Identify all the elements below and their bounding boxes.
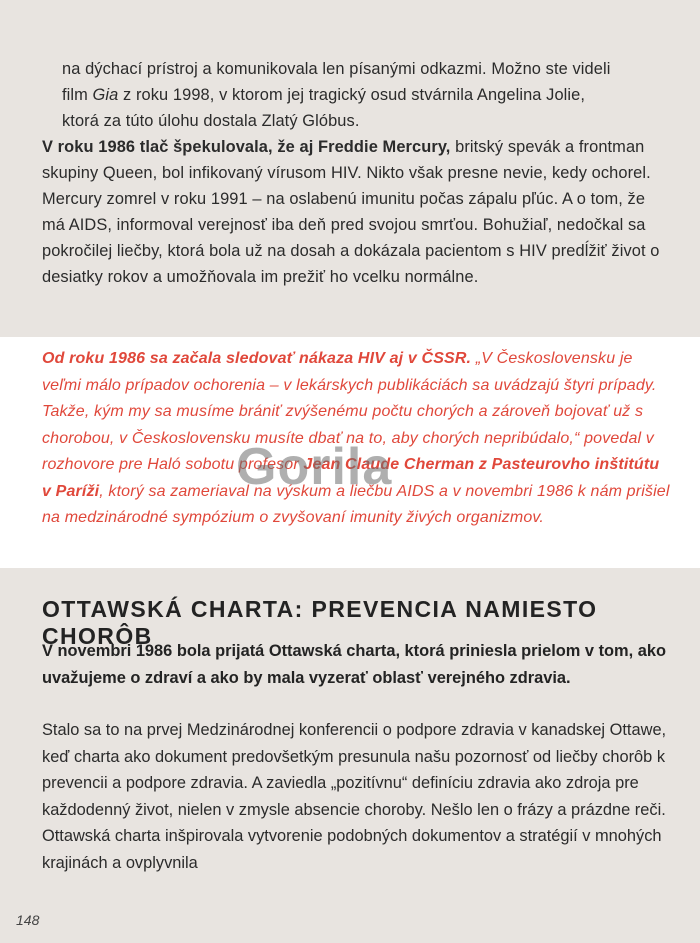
text-line: ktorá za túto úlohu dostala Zlatý Glóbus.	[62, 112, 360, 130]
text-span: film	[62, 86, 93, 104]
quote-text: „V Československu je veľmi málo prípadov ochorenia – v lekárskych publikáciách sa uvádzajú štyri prípady. Takže, kým my sa musíme brániť zvýšenému počtu chorých a zároveň bojovať už s chorobou, v Československu musíte dbať na to, aby chorých nepribúdalo,“ povedal v rozhovore pre Haló sobotu profesor	[42, 350, 657, 473]
text-line: na dýchací prístroj a komunikovala len písanými odkazmi. Možno ste videli	[62, 60, 611, 78]
section-lead: V novembri 1986 bola prijatá Ottawská charta, ktorá priniesla prielom v tom, ako uvažujeme o zdraví a ako by mala vyzerať oblasť verejného zdravia.	[42, 642, 666, 687]
text-span: z roku 1998, v ktorom jej tragický osud stvárnila Angelina Jolie,	[118, 86, 586, 104]
page-number: 148	[16, 912, 40, 928]
quote-lead: Od roku 1986 sa začala sledovať nákaza HIV aj v ČSSR.	[42, 350, 472, 367]
film-line	[0, 82, 700, 108]
quote-person: Jean Claude Cherman z Pasteurovho inštitútu v Paríži	[42, 456, 660, 500]
section-body: Stalo sa to na prvej Medzinárodnej konferencii o podpore zdravia v kanadskej Ottawe, keď charta ako dokument predovšetkým presunula našu pozornosť od liečby chorôb k prevencii a podpore zdravia. A zaviedla „pozitívnu“ definíciu zdravia ako zdroja pre každodenný život, nielen v zmysle absencie choroby. Nešlo len o frázy a prázdne reči. Ottawská charta inšpirovala vytvorenie podobných dokumentov a stratégií v mnohých krajinách a ovplyvnila	[42, 721, 667, 872]
top-text-block	[0, 56, 700, 290]
highlight-box	[0, 337, 700, 568]
mercury-lead: V roku 1986 tlač špekulovala, že aj Freddie Mercury,	[42, 138, 451, 156]
watermark-logo: Gorila	[236, 438, 393, 496]
mercury-text: britský spevák a frontman skupiny Queen, bol infikovaný vírusom HIV. Nikto však presne nevie, kedy ochorel. Mercury zomrel v roku 1991 – na oslabenú imunitu počas zápalu pľúc. A o tom, že má AIDS, informoval verejnosť iba deň pred svojou smrťou. Bohužiaľ, nedočkal sa pokročilej liečby, ktorá bola už na dosah a dokázala pacientom s HIV predĺžiť život o desiatky rokov a umožňovala im prežiť ho vcelku normálne.	[42, 138, 660, 286]
film-title: Gia	[92, 86, 119, 104]
section-title: OTTAWSKÁ CHARTA: PREVENCIA NAMIESTO CHORÔB	[42, 596, 598, 649]
quote-text-end: , ktorý sa zameriaval na výskum a liečbu AIDS a v novembri 1986 k nám prišiel na medzinárodné sympózium o zvyšovaní imunity živých organizmov.	[42, 482, 670, 526]
mercury-paragraph	[0, 134, 700, 290]
